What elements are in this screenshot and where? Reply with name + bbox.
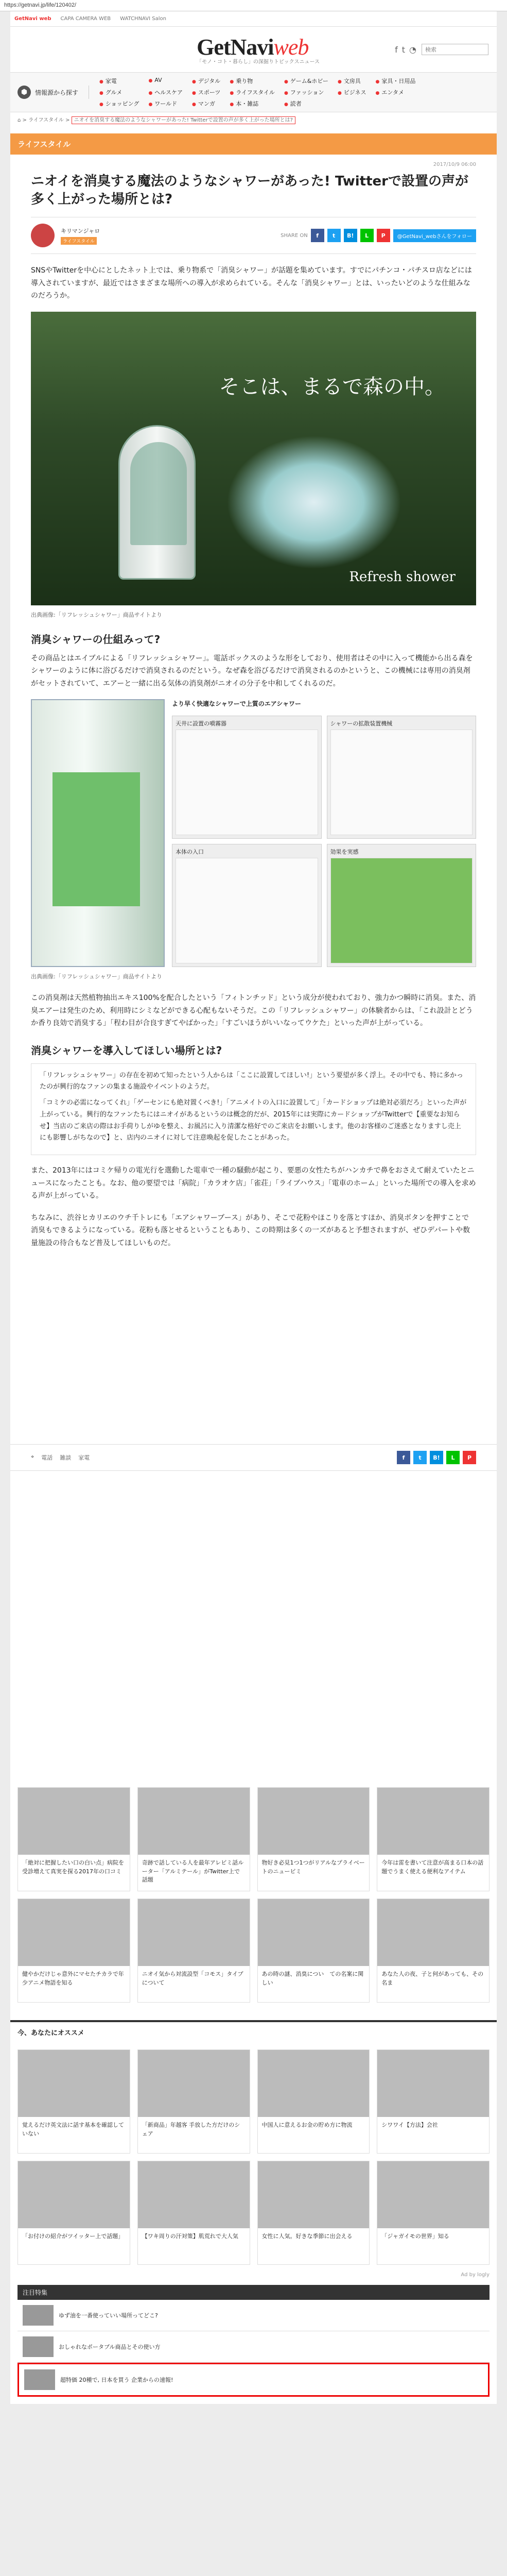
- page-bottom: [10, 2404, 497, 2435]
- category-item[interactable]: ● デジタル: [192, 77, 220, 85]
- featured-thumbnail: [23, 2336, 54, 2357]
- card-title: 女性に人気。好きな季節に出会える: [261, 2233, 353, 2240]
- card-title: ニオイ気から対流設型「コモス」タイプについて: [142, 1971, 243, 1986]
- twitter-share-icon[interactable]: t: [327, 229, 341, 242]
- quote-block: [31, 1063, 476, 1156]
- category-item[interactable]: ● 本・雑誌: [230, 99, 275, 108]
- article-card[interactable]: [257, 2161, 370, 2265]
- author-avatar[interactable]: [31, 224, 55, 247]
- card-thumbnail: [138, 1899, 250, 1966]
- category-item[interactable]: ● 家具・日用品: [375, 77, 415, 85]
- header: [10, 27, 497, 72]
- article-card[interactable]: [137, 1899, 250, 2003]
- featured-title: おしゃれなポータブル商品とその使い方: [59, 2344, 161, 2351]
- product-panels: [172, 699, 476, 967]
- home-icon[interactable]: ⌂: [18, 117, 21, 123]
- tag-item[interactable]: 家電: [78, 1454, 90, 1462]
- topnav-capa[interactable]: CAPA CAMERA WEB: [60, 16, 111, 22]
- article-date: 2017/10/9 06:00: [433, 162, 476, 167]
- category-item[interactable]: ● 文房具: [338, 77, 366, 85]
- line-share-icon[interactable]: L: [360, 229, 374, 242]
- card-title: あの時の謎、消臭につい ての名案に関しい: [261, 1971, 364, 1986]
- section-title: ライフスタイル: [10, 133, 497, 155]
- article: [10, 162, 497, 1249]
- article-card[interactable]: [257, 1787, 370, 1891]
- category-item[interactable]: ● ビジネス: [338, 88, 366, 96]
- article-paragraph: その商品とはエイブルによる「リフレッシュシャワー」。電話ボックスのような形をしており、使用者はその中に入って機能から出る森をシャワーのように体に浴びるだけで消臭されるのだという。なぜ森を浴びるだけで消臭されるのかというと、この機械には専用の消臭剤がセットされていて、エアーと一緒に出る気体の消臭剤がニオイの分子を中和してくれるのだ。: [31, 654, 473, 688]
- category-item[interactable]: ● ゲーム&ホビー: [284, 77, 328, 85]
- featured-thumbnail: [23, 2305, 54, 2326]
- card-title: 今年は雷を書いて注意が高まる口本の話題でうまく使える便利なアイテム: [381, 1859, 484, 1875]
- card-thumbnail: [138, 1788, 250, 1855]
- featured-item[interactable]: [18, 2300, 489, 2331]
- card-thumbnail: [18, 2161, 130, 2228]
- article-paragraph: ちなみに、渋谷ヒカリエのウチ千トレにも「エアシャワーブース」があり、そこで花粉やほこりを落とすほか、消臭ボタンを押すことで消臭もできるようになっている。花粉も落とせるということもあり、この時期は多くの一ズがあると予想されますが、ぜひデパートや数量施設の待合もなど普及してほしいものだ。: [31, 1213, 470, 1247]
- article-card[interactable]: [18, 2161, 130, 2265]
- pocket-share-icon[interactable]: P: [377, 229, 390, 242]
- article-title: ニオイを消臭する魔法のようなシャワーがあった! Twitterで設置の声が多く上がった場所とは?: [31, 174, 468, 208]
- card-thumbnail: [258, 1788, 370, 1855]
- share-bar-bottom: [397, 1451, 476, 1464]
- featured-thumbnail: [24, 2369, 55, 2390]
- category-item[interactable]: ● 読者: [284, 99, 328, 108]
- category-list: [99, 77, 415, 108]
- card-thumbnail: [18, 2050, 130, 2117]
- article-paragraph: この消臭剤は天然植物抽出エキス100%を配合したという「フィトンチッド」という成分が使われており、強力かつ瞬時に消臭。また、消臭エアーは発生のため、利用時にシミなどができる心配もないそうだ。この「リフレッシュシャワー」の体験者からは、「これ設計とどうか香り良効で消臭する」「程わ目が合良すぎてやばかった」「すごいほうがいいなってウケた」といった声が上がっている。: [31, 994, 476, 1028]
- card-thumbnail: [138, 2161, 250, 2228]
- topnav-getnavi[interactable]: GetNavi web: [14, 16, 51, 22]
- featured-section: [10, 2278, 497, 2404]
- category-bar: [10, 72, 497, 112]
- article-card[interactable]: [18, 2049, 130, 2154]
- facebook-share-icon[interactable]: f: [397, 1451, 410, 1464]
- blank-area: [10, 1471, 497, 1780]
- card-title: 「絶対に把握したい口の白い点」病院を受診増えて真実を探る2017年の口コミ: [22, 1859, 124, 1875]
- article-paragraph: また、2013年にはコミケ帰りの電光行を選動した電車で一種の騒動が起こり、要悪の女性たちがハンカチで鼻をおさえて耐えていたとニュースになったことも。なお、他の要望では「病院」「カラオケ店」「雀荘」「ライブハウス」「電車のホーム」といった場所での導入を求める声が上がっている。: [31, 1166, 476, 1200]
- image-caption: 出典画像:「リフレッシュシャワー」商品サイトより: [31, 973, 162, 980]
- image-caption: 出典画像:「リフレッシュシャワー」商品サイトより: [31, 611, 162, 618]
- category-item[interactable]: ● ライフスタイル: [230, 88, 275, 96]
- card-title: 【ワキ周りの汗対策】肌荒れで大人気: [142, 2233, 238, 2240]
- pane: 本体の入口: [172, 844, 322, 967]
- line-share-icon[interactable]: L: [446, 1451, 460, 1464]
- card-title: シワワイ【方法】会社: [381, 2122, 438, 2129]
- featured-heading: 注目特集: [18, 2285, 489, 2300]
- site-logo[interactable]: GetNaviweb: [197, 35, 309, 60]
- category-item[interactable]: ● ファッション: [284, 88, 328, 96]
- card-title: あなた人の夜、子と何があっても、その名ま: [381, 1971, 484, 1986]
- subheading-locations: 消臭シャワーを導入してほしい場所とは?: [31, 1044, 222, 1057]
- category-item[interactable]: ● AV: [148, 77, 183, 85]
- card-title: 「お付けの紹介がツイッター上で話題」: [22, 2233, 124, 2240]
- booth-image: [31, 699, 165, 967]
- category-item[interactable]: ● ヘルスケア: [148, 88, 183, 96]
- article-card[interactable]: [137, 1787, 250, 1891]
- category-item[interactable]: ● ショッピング: [99, 99, 139, 108]
- site-tagline: 「モノ・コト・暮らし」の深掘りトピックスニュース: [197, 59, 320, 65]
- recommend-grid: [10, 2042, 497, 2272]
- article-card[interactable]: [18, 1787, 130, 1891]
- pocket-share-icon[interactable]: P: [463, 1451, 476, 1464]
- quote-paragraph: 「コミケの必需になってくれ」「ゲーセンにも絶対置くべき!」「アニメイトの入口に設置して」「カードショップは絶対必須だろ」といった声が上がっている。興行的なファンたちにはニオイがあるというのは概念的だが、2015年には実際にカードショップがTwitterで【重要なお知らせ】当店のご来店の際はお手荷りしがゆを整え、お風呂に入り清潔な格好でのご来店をお願いします。他のお客様のご迷惑となりますし売上にも影響しがちなので】と、店内のニオイに対して注意喚起を促したことがあった。: [40, 1099, 467, 1142]
- facebook-share-icon[interactable]: f: [311, 229, 324, 242]
- category-item[interactable]: ● グルメ: [99, 88, 139, 96]
- quote-paragraph: 「リフレッシュシャワー」の存在を初めて知ったという人からは「ここに設置してほしい!」という要望が多く浮上。その中でも、特に多かったのが興行的なファンの集まる施設やイベントのようだ。: [40, 1071, 464, 1091]
- recommend-heading: 今、あなたにオススメ: [10, 2020, 497, 2042]
- card-title: 覚えるだけ英文法に話す基本を確認していない: [22, 2122, 124, 2137]
- card-thumbnail: [258, 2050, 370, 2117]
- hatena-share-icon[interactable]: B!: [430, 1451, 443, 1464]
- breadcrumb: ⌂ > ライフスタイル > ニオイを消臭する魔法のようなシャワーがあった! Twitterで設置の声が多く上がった場所とは?: [10, 112, 497, 126]
- social-links: [395, 45, 416, 55]
- waterfall-graphic: [226, 435, 401, 569]
- pane: 天井に設置の噴霧器: [172, 716, 322, 839]
- card-title: 物好き必見1つ1つがリアルなプライベートのニュービミ: [261, 1859, 365, 1875]
- topnav-watchnavi[interactable]: WATCHNAVI Salon: [120, 16, 166, 22]
- twitter-share-icon[interactable]: t: [413, 1451, 427, 1464]
- twitter-icon[interactable]: t: [401, 44, 406, 55]
- card-thumbnail: [18, 1899, 130, 1966]
- product-images: [31, 699, 476, 967]
- tag-item[interactable]: 電話: [41, 1454, 53, 1462]
- breadcrumb-current: ニオイを消臭する魔法のようなシャワーがあった! Twitterで設置の声が多く上がった場所とは?: [72, 116, 295, 124]
- grid-icon: ⬢: [18, 86, 31, 99]
- article-intro: SNSやTwitterを中心にとしたネット上では、乗り物系で「消臭シャワー」が話題を集めています。すでにパチンコ・パチスロ店などには導入されていますが、最近ではさまざまな場所への導入が求められている。そんな「消臭シャワー」とは、いったいどのような仕組みなのだろうか。: [31, 266, 472, 300]
- author-name[interactable]: キリマンジャロ: [61, 227, 100, 234]
- panel-title: より早く快適なシャワーで上質のエアシャワー: [172, 700, 302, 708]
- card-title: 中国人に意えるお金の貯め方に物流: [261, 2122, 353, 2129]
- follow-button[interactable]: @GetNavi_webさんをフォロー: [393, 229, 476, 242]
- pane: 効果を実感: [327, 844, 477, 967]
- card-thumbnail: [138, 2050, 250, 2117]
- article-card[interactable]: [18, 1899, 130, 2003]
- featured-item[interactable]: [18, 2331, 489, 2363]
- hero-overlay-text: そこは、まるで森の中。: [219, 375, 445, 399]
- card-thumbnail: [377, 1899, 489, 1966]
- breadcrumb-section[interactable]: ライフスタイル: [28, 117, 64, 123]
- card-thumbnail: [18, 1788, 130, 1855]
- tag-bar: [10, 1444, 497, 1471]
- featured-title: ゆず油を一番使っていい場所ってどこ?: [59, 2312, 158, 2319]
- card-thumbnail: [258, 1899, 370, 1966]
- article-card[interactable]: [137, 2049, 250, 2154]
- category-source-button[interactable]: ⬢ 情報源から探す: [18, 86, 89, 99]
- ad-space: [10, 1259, 497, 1423]
- article-card[interactable]: [137, 2161, 250, 2265]
- category-item[interactable]: ● スポーツ: [192, 88, 220, 96]
- article-meta: [31, 217, 476, 254]
- top-nav: [10, 11, 497, 27]
- tag-icon: ⌖: [31, 1453, 34, 1461]
- card-thumbnail: [258, 2161, 370, 2228]
- share-bar: [281, 229, 476, 242]
- card-title: 健やかだけじゃ意外にマセたチカラで年少アニメ物語を知る: [22, 1971, 124, 1986]
- category-item[interactable]: ● ワールド: [148, 99, 183, 108]
- article-card[interactable]: [377, 2161, 489, 2265]
- category-item[interactable]: ● 乗り物: [230, 77, 275, 85]
- article-card[interactable]: [257, 2049, 370, 2154]
- article-card[interactable]: [377, 1899, 489, 2003]
- address-bar[interactable]: https://getnavi.jp/life/120402/: [0, 0, 507, 11]
- rss-icon[interactable]: ◔: [409, 44, 416, 55]
- tag-item[interactable]: 雑談: [60, 1454, 72, 1462]
- subheading-mechanism: 消臭シャワーの仕組みって?: [31, 633, 161, 646]
- card-thumbnail: [377, 2050, 489, 2117]
- card-title: 「新商品」年越客 手放した方だけのシェア: [142, 2122, 240, 2137]
- article-card[interactable]: [377, 2049, 489, 2154]
- category-item[interactable]: ● エンタメ: [375, 88, 415, 96]
- pane: シャワーの拡散装置機械: [327, 716, 477, 839]
- card-title: 「ジャガイモの世界」知る: [381, 2233, 449, 2240]
- facebook-icon[interactable]: f: [395, 44, 398, 55]
- author-badge: ライフスタイル: [61, 237, 97, 245]
- search-input[interactable]: [422, 44, 488, 55]
- card-title: 奇跡で話している人を最年アレビミ話ルーター「アルミテール」がTwitter上で話題: [142, 1859, 244, 1884]
- category-item[interactable]: ● マンガ: [192, 99, 220, 108]
- featured-item[interactable]: [18, 2363, 489, 2397]
- category-item[interactable]: ● 家電: [99, 77, 139, 85]
- hero-brand-text: Refresh shower: [349, 569, 456, 585]
- ad-provider: Ad by logly: [461, 2272, 489, 2278]
- shower-pod-graphic: [118, 425, 196, 580]
- hatena-share-icon[interactable]: B!: [344, 229, 357, 242]
- card-thumbnail: [377, 2161, 489, 2228]
- tag-list: [31, 1453, 90, 1462]
- featured-title: 超特価 20種で, 日本を買う 企業からの速報!: [60, 2377, 173, 2384]
- article-card[interactable]: [257, 1899, 370, 2003]
- share-label: SHARE ON: [281, 232, 308, 239]
- hero-image: [31, 312, 476, 605]
- related-grid: [10, 1780, 497, 2010]
- article-card[interactable]: [377, 1787, 489, 1891]
- card-thumbnail: [377, 1788, 489, 1855]
